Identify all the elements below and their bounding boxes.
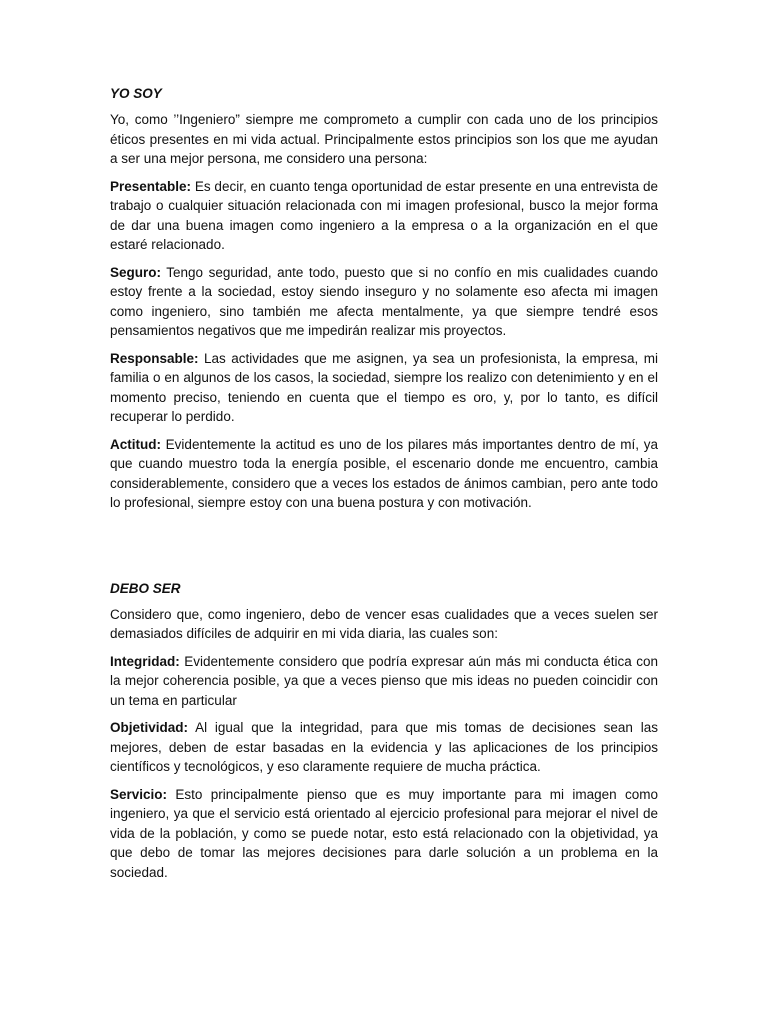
quality-term: Servicio: — [110, 786, 168, 802]
section-intro: Yo, como ’’Ingeniero” siempre me comprometo a cumplir con cada uno de los principios éticos presentes en mi vida actual. Principalmente estos principios son los que me ayudan a ser una mejor persona, me considero una persona: — [110, 112, 658, 166]
quality-term: Objetividad: — [110, 720, 189, 735]
quality-servicio — [110, 785, 658, 883]
quality-term: Responsable: — [110, 350, 199, 366]
quality-integridad — [110, 652, 658, 711]
quality-objetividad — [110, 718, 658, 777]
section-debo-ser — [110, 579, 658, 883]
quality-presentable — [110, 177, 658, 255]
quality-text: Tengo seguridad, ante todo, puesto que si no confío en mis cualidades cuando estoy frente a la sociedad, estoy siendo inseguro y no solamente eso afecta mi imagen como ingeniero, sino también me afecta mentalmente, ya que siempre tendré esos pensamientos negativos que me impedirán realizar mis proyectos. — [110, 264, 658, 338]
section-heading: DEBO SER — [110, 580, 181, 596]
quality-text: Evidentemente considero que podría expresar aún más mi conducta ética con la mejor coherencia posible, ya que a veces pienso que mis ideas no pueden coincidir con un tema en particular — [110, 653, 658, 708]
section-heading: YO SOY — [110, 86, 162, 101]
quality-text: Esto principalmente pienso que es muy importante para mi imagen como ingeniero, ya que el servicio está orientado al ejercicio profesional para mejorar el nivel de vida de la población, y como se puede notar, esto está relacionado con la objetividad, ya que debo de tomar las mejores decisiones para darle solución a un problema en la sociedad. — [110, 786, 658, 880]
quality-term: Presentable: — [110, 178, 192, 194]
quality-term: Seguro: — [110, 264, 162, 280]
quality-text: Es decir, en cuanto tenga oportunidad de estar presente en una entrevista de trabajo o cualquier situación relacionada con mi imagen profesional, busco la mejor forma de dar una buena imagen como ingeniero a la empresa o a la organización en el que estaré relacionado. — [110, 178, 658, 252]
quality-seguro — [110, 263, 658, 341]
quality-actitud — [110, 435, 658, 513]
section-yo-soy — [110, 84, 658, 513]
document-page — [110, 84, 658, 890]
quality-text: Evidentemente la actitud es uno de los pilares más importantes dentro de mí, ya que cuando muestro toda la energía posible, el escenario donde me encuentro, cambia considerablemente, considero que a veces los estados de ánimos cambian, pero ante todo lo profesional, siempre estoy con una buena postura y con motivación. — [110, 436, 658, 510]
quality-text: Al igual que la integridad, para que mis tomas de decisiones sean las mejores, deben de estar basadas en la evidencia y las aplicaciones de los principios científicos y tecnológicos, y eso claramente requiere de mucha práctica. — [110, 720, 658, 774]
quality-responsable — [110, 349, 658, 427]
section-intro: Considero que, como ingeniero, debo de vencer esas cualidades que a veces suelen ser demasiados difíciles de adquirir en mi vida diaria, las cuales son: — [110, 606, 658, 641]
quality-term: Actitud: — [110, 436, 161, 452]
quality-text: Las actividades que me asignen, ya sea un profesionista, la empresa, mi familia o en algunos de los casos, la sociedad, siempre los realizo con detenimiento y en el momento preciso, teniendo en cuenta que el tiempo es oro, y, por lo tanto, es difícil recuperar lo perdido. — [110, 350, 658, 424]
quality-term: Integridad: — [110, 653, 180, 669]
